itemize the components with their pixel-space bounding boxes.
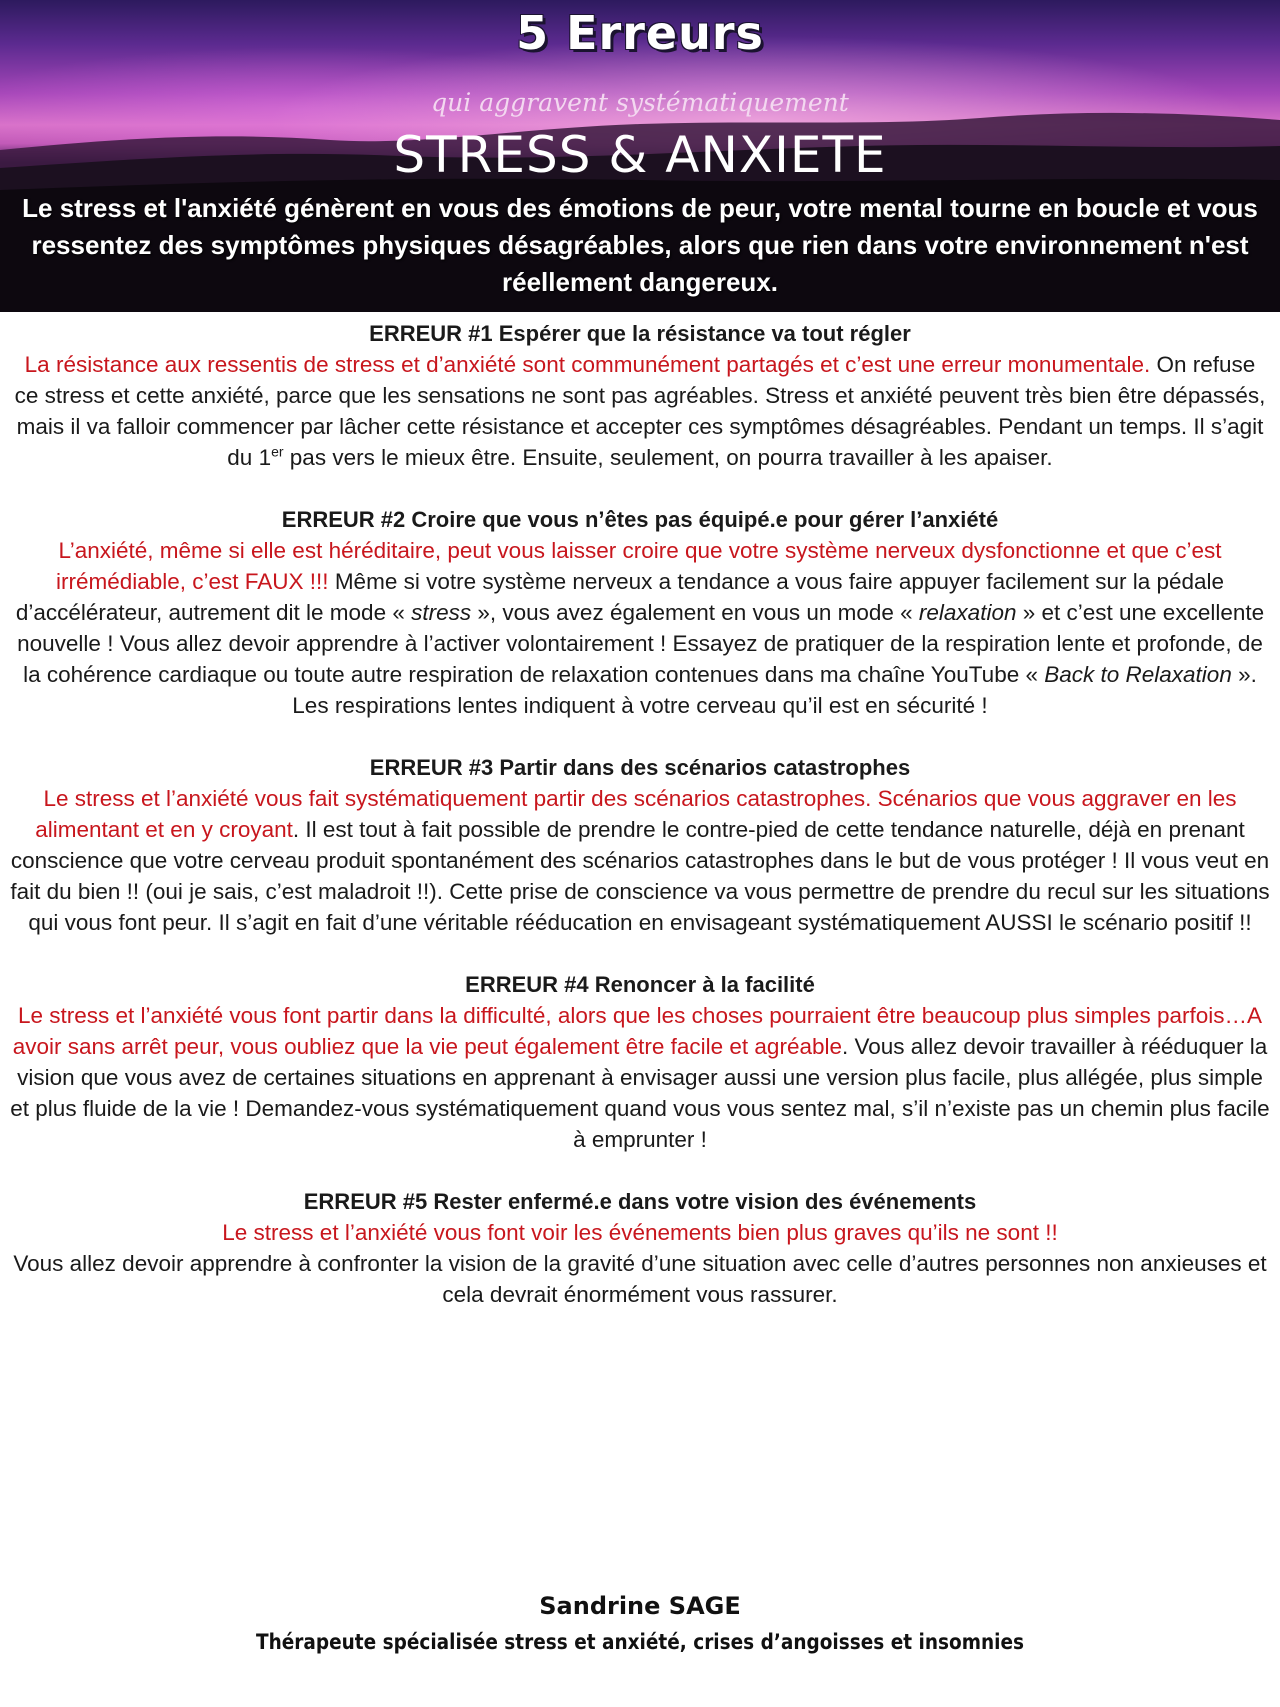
error-title: ERREUR #2 Croire que vous n’êtes pas équipé.e pour gérer l’anxiété — [281, 507, 999, 532]
banner-intro: Le stress et l'anxiété génèrent en vous des émotions de peur, votre mental tourne en boucle et vous ressentez des symptômes physiques désagréables, alors que rien dans votre environnement n'est réellement dangereux. — [22, 193, 1258, 297]
error-text: ». Les respirations lentes indiquent à votre cerveau qu’il est en sécurité ! — [292, 662, 1257, 718]
ordinal-superscript: er — [271, 443, 284, 460]
error-highlight: La résistance aux ressentis de stress et d’anxiété sont communément partagés et c’est une erreur monumentale. — [24, 352, 1151, 377]
error-highlight: Le stress et l’anxiété vous font voir les événements bien plus graves qu’ils ne sont !! — [222, 1220, 1058, 1245]
error-highlight: L’anxiété, même si elle est héréditaire, peut vous laisser croire que votre système nerveux dysfonctionne et que c’est irrémédiable, c’est FAUX !!! — [55, 538, 1222, 594]
error-section-1 — [10, 318, 1270, 473]
header-banner — [0, 0, 1280, 312]
banner-heading: STRESS & ANXIETE — [393, 126, 887, 184]
error-body — [10, 349, 1270, 473]
error-title: ERREUR #3 Partir dans des scénarios catastrophes — [369, 755, 911, 780]
error-body — [10, 1217, 1270, 1310]
error-title: ERREUR #1 Espérer que la résistance va tout régler — [369, 321, 911, 346]
author-name: Sandrine SAGE — [539, 1592, 741, 1620]
error-body — [10, 1000, 1270, 1155]
emphasis-stress: stress — [411, 600, 472, 625]
emphasis-relaxation: relaxation — [918, 600, 1017, 625]
error-section-5 — [10, 1186, 1270, 1310]
error-section-3 — [10, 752, 1270, 938]
error-text: Vous allez devoir apprendre à confronter la vision de la gravité d’une situation avec celle d’autres personnes non anxieuses et cela devrait énormément vous rassurer. — [13, 1251, 1267, 1307]
error-text: Même si votre système nerveux a tendance a vous faire appuyer facilement sur la pédale d’accélérateur, autrement dit le mode « — [15, 569, 1225, 625]
banner-subtitle: qui aggravent systématiquement — [431, 88, 849, 117]
error-section-2 — [10, 504, 1270, 721]
main-content — [10, 318, 1270, 1341]
error-text: . Vous allez devoir travailler à rééduquer la vision que vous avez de certaines situations en apprenant à envisager aussi une version plus facile, plus allégée, plus simple et plus fluide de la vie ! Demandez-vous systématiquement quand vous vous sentez mal, s’il n’existe pas un chemin plus facile à emprunter ! — [10, 1034, 1270, 1152]
error-title: ERREUR #5 Rester enfermé.e dans votre vision des événements — [303, 1189, 977, 1214]
error-text: pas vers le mieux être. Ensuite, seulement, on pourra travailler à les apaiser. — [283, 445, 1053, 470]
error-section-4 — [10, 969, 1270, 1155]
signature — [0, 1592, 1280, 1654]
error-text: » et c’est une excellente nouvelle ! Vous allez devoir apprendre à l’activer volontairement ! Essayez de pratiquer de la respiration lente et profonde, de la cohérence cardiaque ou toute autre respiration de relaxation contenues dans ma chaîne YouTube « — [17, 600, 1265, 687]
error-text: », vous avez également en vous un mode « — [471, 600, 919, 625]
error-title: ERREUR #4 Renoncer à la facilité — [465, 972, 815, 997]
error-highlight: Le stress et l’anxiété vous fait systématiquement partir des scénarios catastrophes. Scénarios que vous aggraver en les alimentant et en y croyant — [35, 786, 1237, 842]
error-text: On refuse ce stress et cette anxiété, parce que les sensations ne sont pas agréables. Stress et anxiété peuvent très bien être dépassés, mais il va falloir commencer par lâcher cette résistance et accepter ces symptômes désagréables. Pendant un temps. Il s’agit du 1 — [14, 352, 1266, 470]
error-body — [10, 535, 1270, 721]
author-role: Thérapeute spécialisée stress et anxiété, crises d’angoisses et insomnies — [256, 1630, 1024, 1654]
banner-title: 5 Erreurs — [516, 6, 764, 60]
error-body — [10, 783, 1270, 938]
error-highlight: Le stress et l’anxiété vous font partir dans la difficulté, alors que les choses pourraient être beaucoup plus simples parfois…A avoir sans arrêt peur, vous oubliez que la vie peut également être facile et agréable — [12, 1003, 1262, 1059]
emphasis-channel-name: Back to Relaxation — [1044, 662, 1232, 687]
error-text: . Il est tout à fait possible de prendre le contre-pied de cette tendance naturelle, déjà en prenant conscience que votre cerveau produit spontanément des scénarios catastrophes dans le but de vous protéger ! Il vous veut en fait du bien !! (oui je sais, c’est maladroit !!). Cette prise de conscience va vous permettre de prendre du recul sur les situations qui vous font peur. Il s’agit en fait d’une véritable rééducation en envisageant systématiquement AUSSI le scénario positif !! — [10, 817, 1270, 935]
